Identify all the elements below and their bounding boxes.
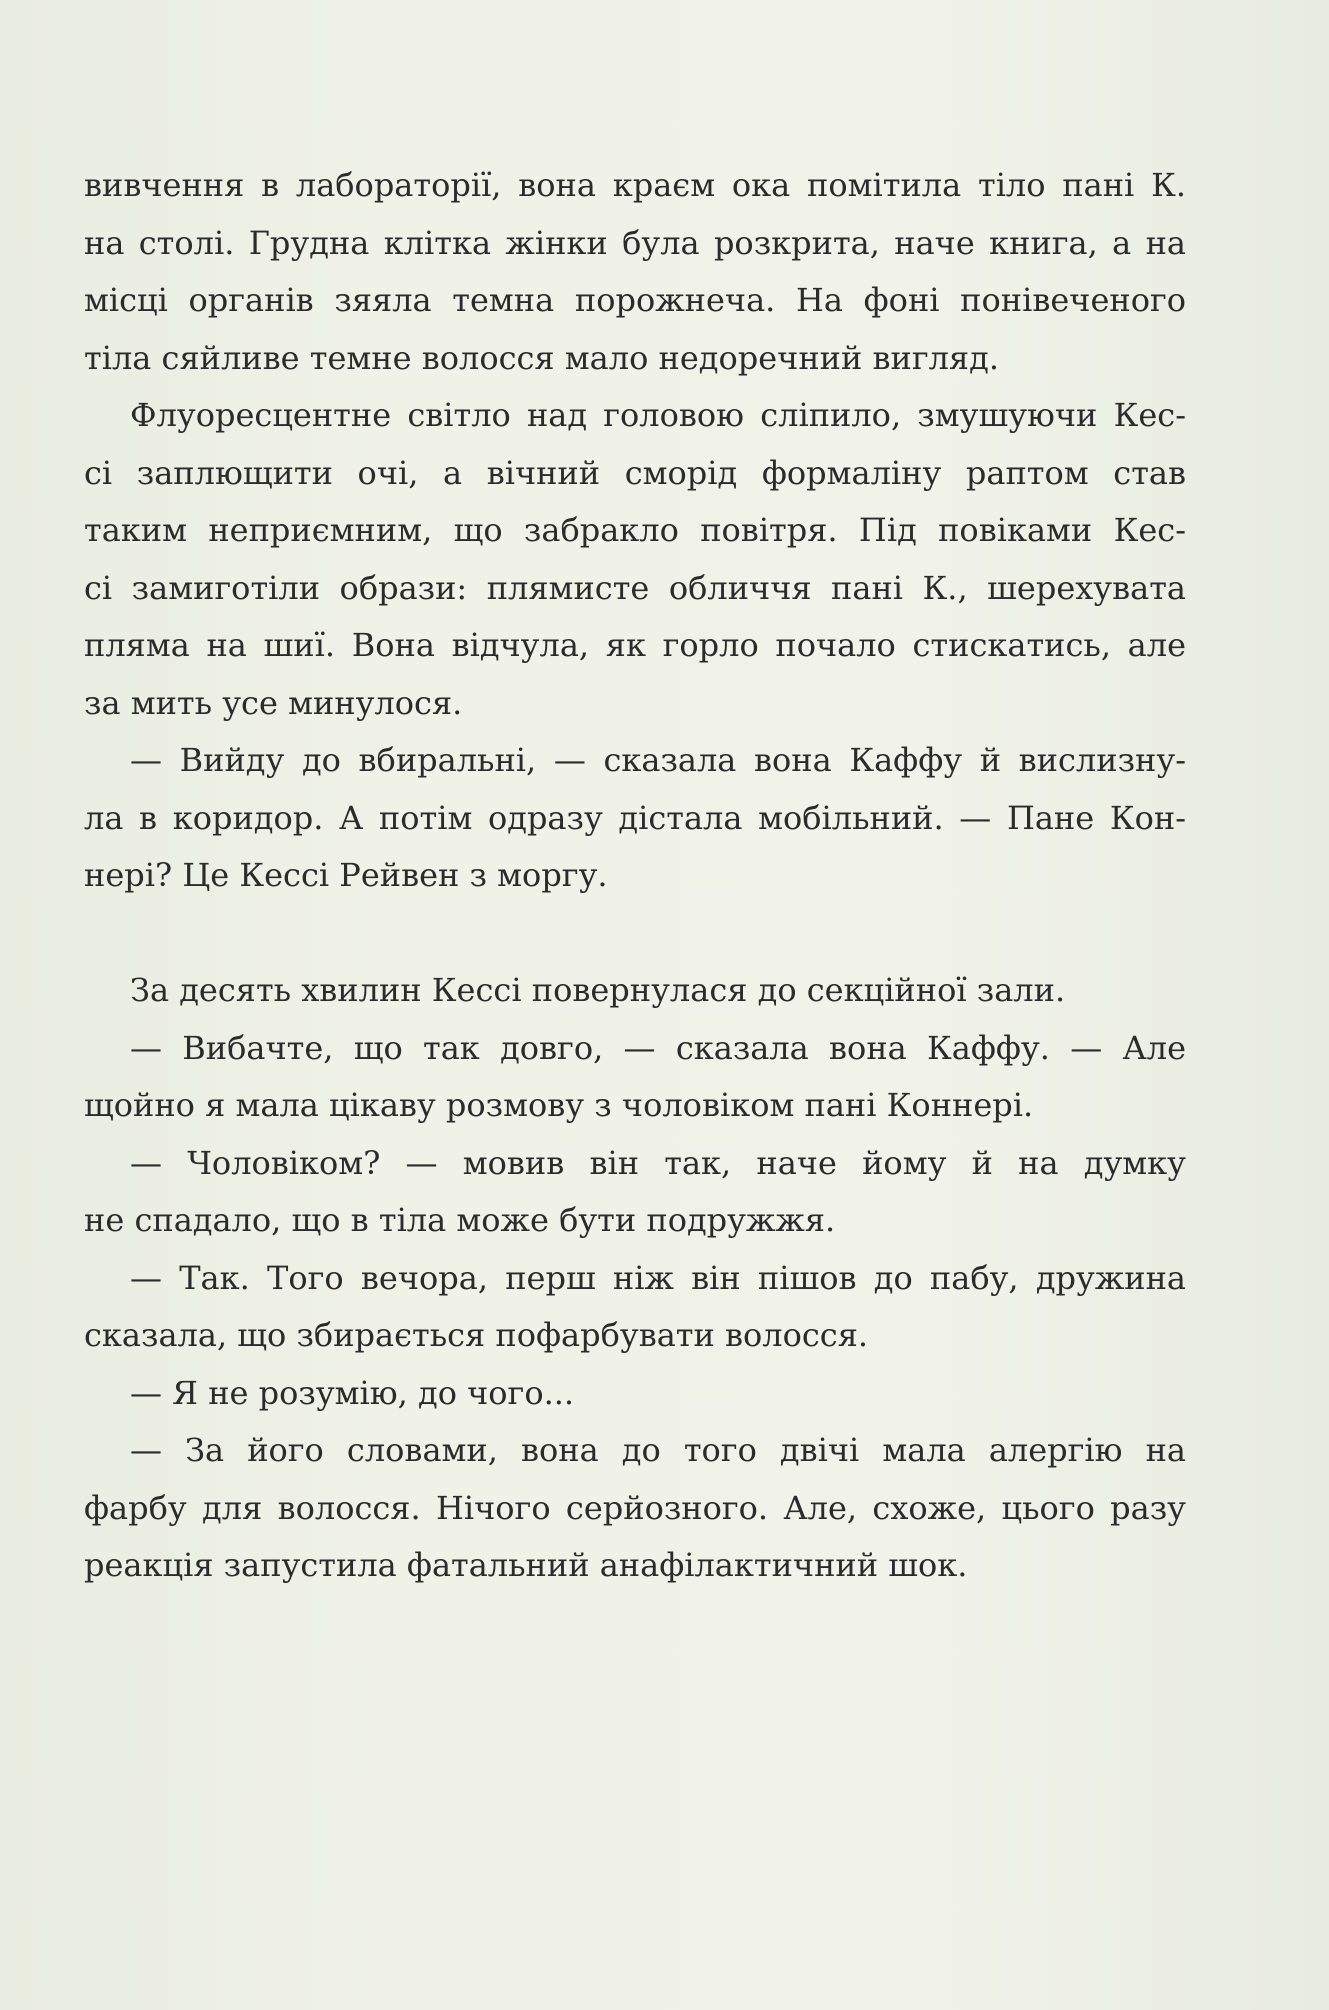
text-line: сі замиготіли образи: плямисте обличчя пані К., шерехувата [84, 568, 1186, 607]
text-line: — Вибачте, що так довго, — сказала вона Каффу. — Але [130, 1028, 1186, 1067]
text-line: не спадало, що в тіла може бути подружжя. [84, 1201, 836, 1239]
text-line: вивчення в лабораторії, вона краєм ока помітила тіло пані К. [84, 166, 1186, 204]
text-line: таким неприємним, що забракло повітря. Під повіками Кес- [84, 511, 1186, 549]
text-line: ла в коридор. А потім одразу дістала мобільний. — Пане Кон- [84, 798, 1186, 837]
text-line: — За його словами, вона до того двічі мала алергію на [130, 1431, 1186, 1469]
text-line: Флуоресцентне світло над головою сліпило, змушуючи Кес- [130, 396, 1186, 434]
text-line: за мить усе минулося. [84, 683, 463, 722]
text-line: на столі. Грудна клітка жінки була розкрита, наче книга, а на [84, 223, 1186, 262]
text-line: За десять хвилин Кессі повернулася до секційної зали. [130, 971, 1066, 1009]
text-line: щойно я мала цікаву розмову з чоловіком пані Коннері. [84, 1086, 1034, 1124]
text-line: — Я не розумію, до чого... [130, 1373, 575, 1412]
text-line: реакція запустила фатальний анафілактичний шок. [84, 1546, 968, 1584]
text-line: — Чоловіком? — мовив він так, наче йому й на думку [130, 1143, 1186, 1182]
body-text [84, 157, 1186, 1595]
text-line: — Вийду до вбиральні, — сказала вона Каффу й вислизну- [130, 741, 1186, 779]
section-break [84, 905, 1186, 963]
text-line: тіла сяйливе темне волосся мало недоречний вигляд. [84, 338, 999, 377]
text-line: нері? Це Кессі Рейвен з моргу. [84, 856, 608, 894]
text-line: фарбу для волосся. Нічого серйозного. Але, схоже, цього разу [84, 1488, 1186, 1527]
text-line: сказала, що збирається пофарбувати волосся. [84, 1316, 869, 1354]
text-line: сі заплющити очі, а вічний сморід формаліну раптом став [84, 453, 1186, 492]
text-line: місці органів зяяла темна порожнеча. На фоні понівеченого [84, 281, 1186, 319]
text-line: пляма на шиї. Вона відчула, як горло почало стискатись, але [84, 626, 1186, 664]
text-line: — Так. Того вечора, перш ніж він пішов до пабу, дружина [130, 1258, 1186, 1297]
